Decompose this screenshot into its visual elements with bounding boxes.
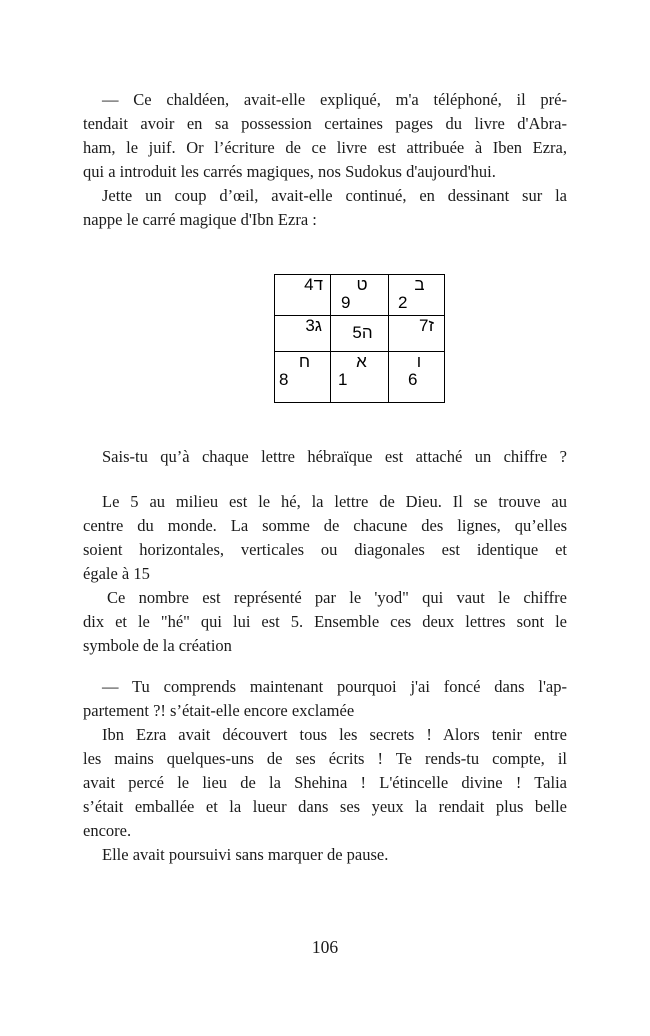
- magic-square-cell: [389, 316, 445, 352]
- text-line: Elle avait poursuivi sans marquer de pause.: [102, 845, 389, 864]
- text-line: avait percé le lieu de la Shehina ! L'étincelle divine ! Talia: [83, 773, 567, 792]
- text-line: Jette un coup d’œil, avait-elle continué, en dessinant sur la: [102, 186, 567, 205]
- text-line: égale à 15: [83, 564, 150, 583]
- text-line: dix et le "hé" qui lui est 5. Ensemble ces deux lettres sont le: [83, 612, 567, 631]
- text-line: les mains quelques-uns de ses écrits ! Te rends-tu compte, il: [83, 749, 567, 768]
- paragraph-jette-un-coup-doeil: [83, 184, 567, 232]
- cell-letter: א: [356, 352, 367, 371]
- text-line: tendait avoir en sa possession certaines pages du livre d'Abra-: [83, 114, 567, 133]
- text-line: Le 5 au milieu est le hé, la lettre de Dieu. Il se trouve au: [102, 492, 567, 511]
- cell-number: 1: [338, 370, 348, 389]
- cell-letter: ו: [416, 352, 422, 371]
- magic-square-cell: [275, 275, 331, 316]
- text-line: symbole de la création: [83, 636, 232, 655]
- cell-letter: ט: [356, 275, 368, 294]
- page-footer: [83, 935, 567, 959]
- text-line: encore.: [83, 821, 132, 840]
- text-line: centre du monde. La somme de chacune des lignes, qu’elles: [83, 516, 567, 535]
- text-line: soient horizontales, verticales ou diagonales est identique et: [83, 540, 567, 559]
- paragraph-sais-tu: [83, 445, 567, 469]
- magic-square-cell: [331, 275, 389, 316]
- paragraph-elle-avait-poursuivi: [83, 843, 567, 867]
- text-line: qui a introduit les carrés magiques, nos Sudokus d'aujourd'hui.: [83, 162, 496, 181]
- cell-letter: ב: [414, 275, 425, 294]
- text-line: s’était emballée et la lueur dans ses yeux la rendait plus belle: [83, 797, 567, 816]
- paragraph-dialogue-chaldeen: [83, 88, 567, 184]
- text-line: nappe le carré magique d'Ibn Ezra :: [83, 210, 317, 229]
- paragraph-le-5-au-milieu: [83, 490, 567, 586]
- cell-number: 8: [279, 370, 289, 389]
- cell-letter: 4ד: [304, 275, 323, 294]
- page-number: 106: [311, 937, 339, 957]
- text-line: Ibn Ezra avait découvert tous les secrets ! Alors tenir entre: [102, 725, 567, 744]
- paragraph-tu-comprends: [83, 675, 567, 723]
- text-line: ham, le juif. Or l’écriture de ce livre est attribuée à Iben Ezra,: [83, 138, 567, 157]
- text-line: — Ce chaldéen, avait-elle expliqué, m'a téléphoné, il pré-: [102, 90, 567, 109]
- text-line: partement ?! s’était-elle encore exclamée: [83, 701, 355, 720]
- magic-square-cell: [331, 316, 389, 352]
- magic-square-row: [275, 316, 445, 352]
- text-line: Ce nombre est représenté par le 'yod" qui vaut le chiffre: [107, 588, 567, 607]
- paragraph-ibn-ezra-secrets: [83, 723, 567, 843]
- magic-square-cell: [389, 352, 445, 403]
- text-content: [83, 88, 567, 959]
- magic-square-row: [275, 275, 445, 316]
- paragraph-ce-nombre: [83, 586, 567, 658]
- cell-letter: 7ז: [419, 316, 434, 335]
- cell-letter: ח: [298, 352, 311, 371]
- magic-square-cell: [275, 352, 331, 403]
- magic-square-table: [274, 274, 445, 403]
- magic-square-cell: [389, 275, 445, 316]
- text-line: — Tu comprends maintenant pourquoi j'ai foncé dans l'ap-: [102, 677, 567, 696]
- cell-number: 2: [398, 293, 408, 312]
- magic-square-cell: [275, 316, 331, 352]
- cell-number: 6: [408, 370, 418, 389]
- cell-letter: 3ג: [305, 316, 322, 335]
- magic-square-row: [275, 352, 445, 403]
- magic-square-container: [274, 274, 567, 403]
- text-line: Sais-tu qu’à chaque lettre hébraïque est attaché un chiffre ?: [102, 447, 567, 466]
- magic-square-cell: [331, 352, 389, 403]
- cell-letter: 5ה: [352, 323, 373, 342]
- cell-number: 9: [341, 293, 351, 312]
